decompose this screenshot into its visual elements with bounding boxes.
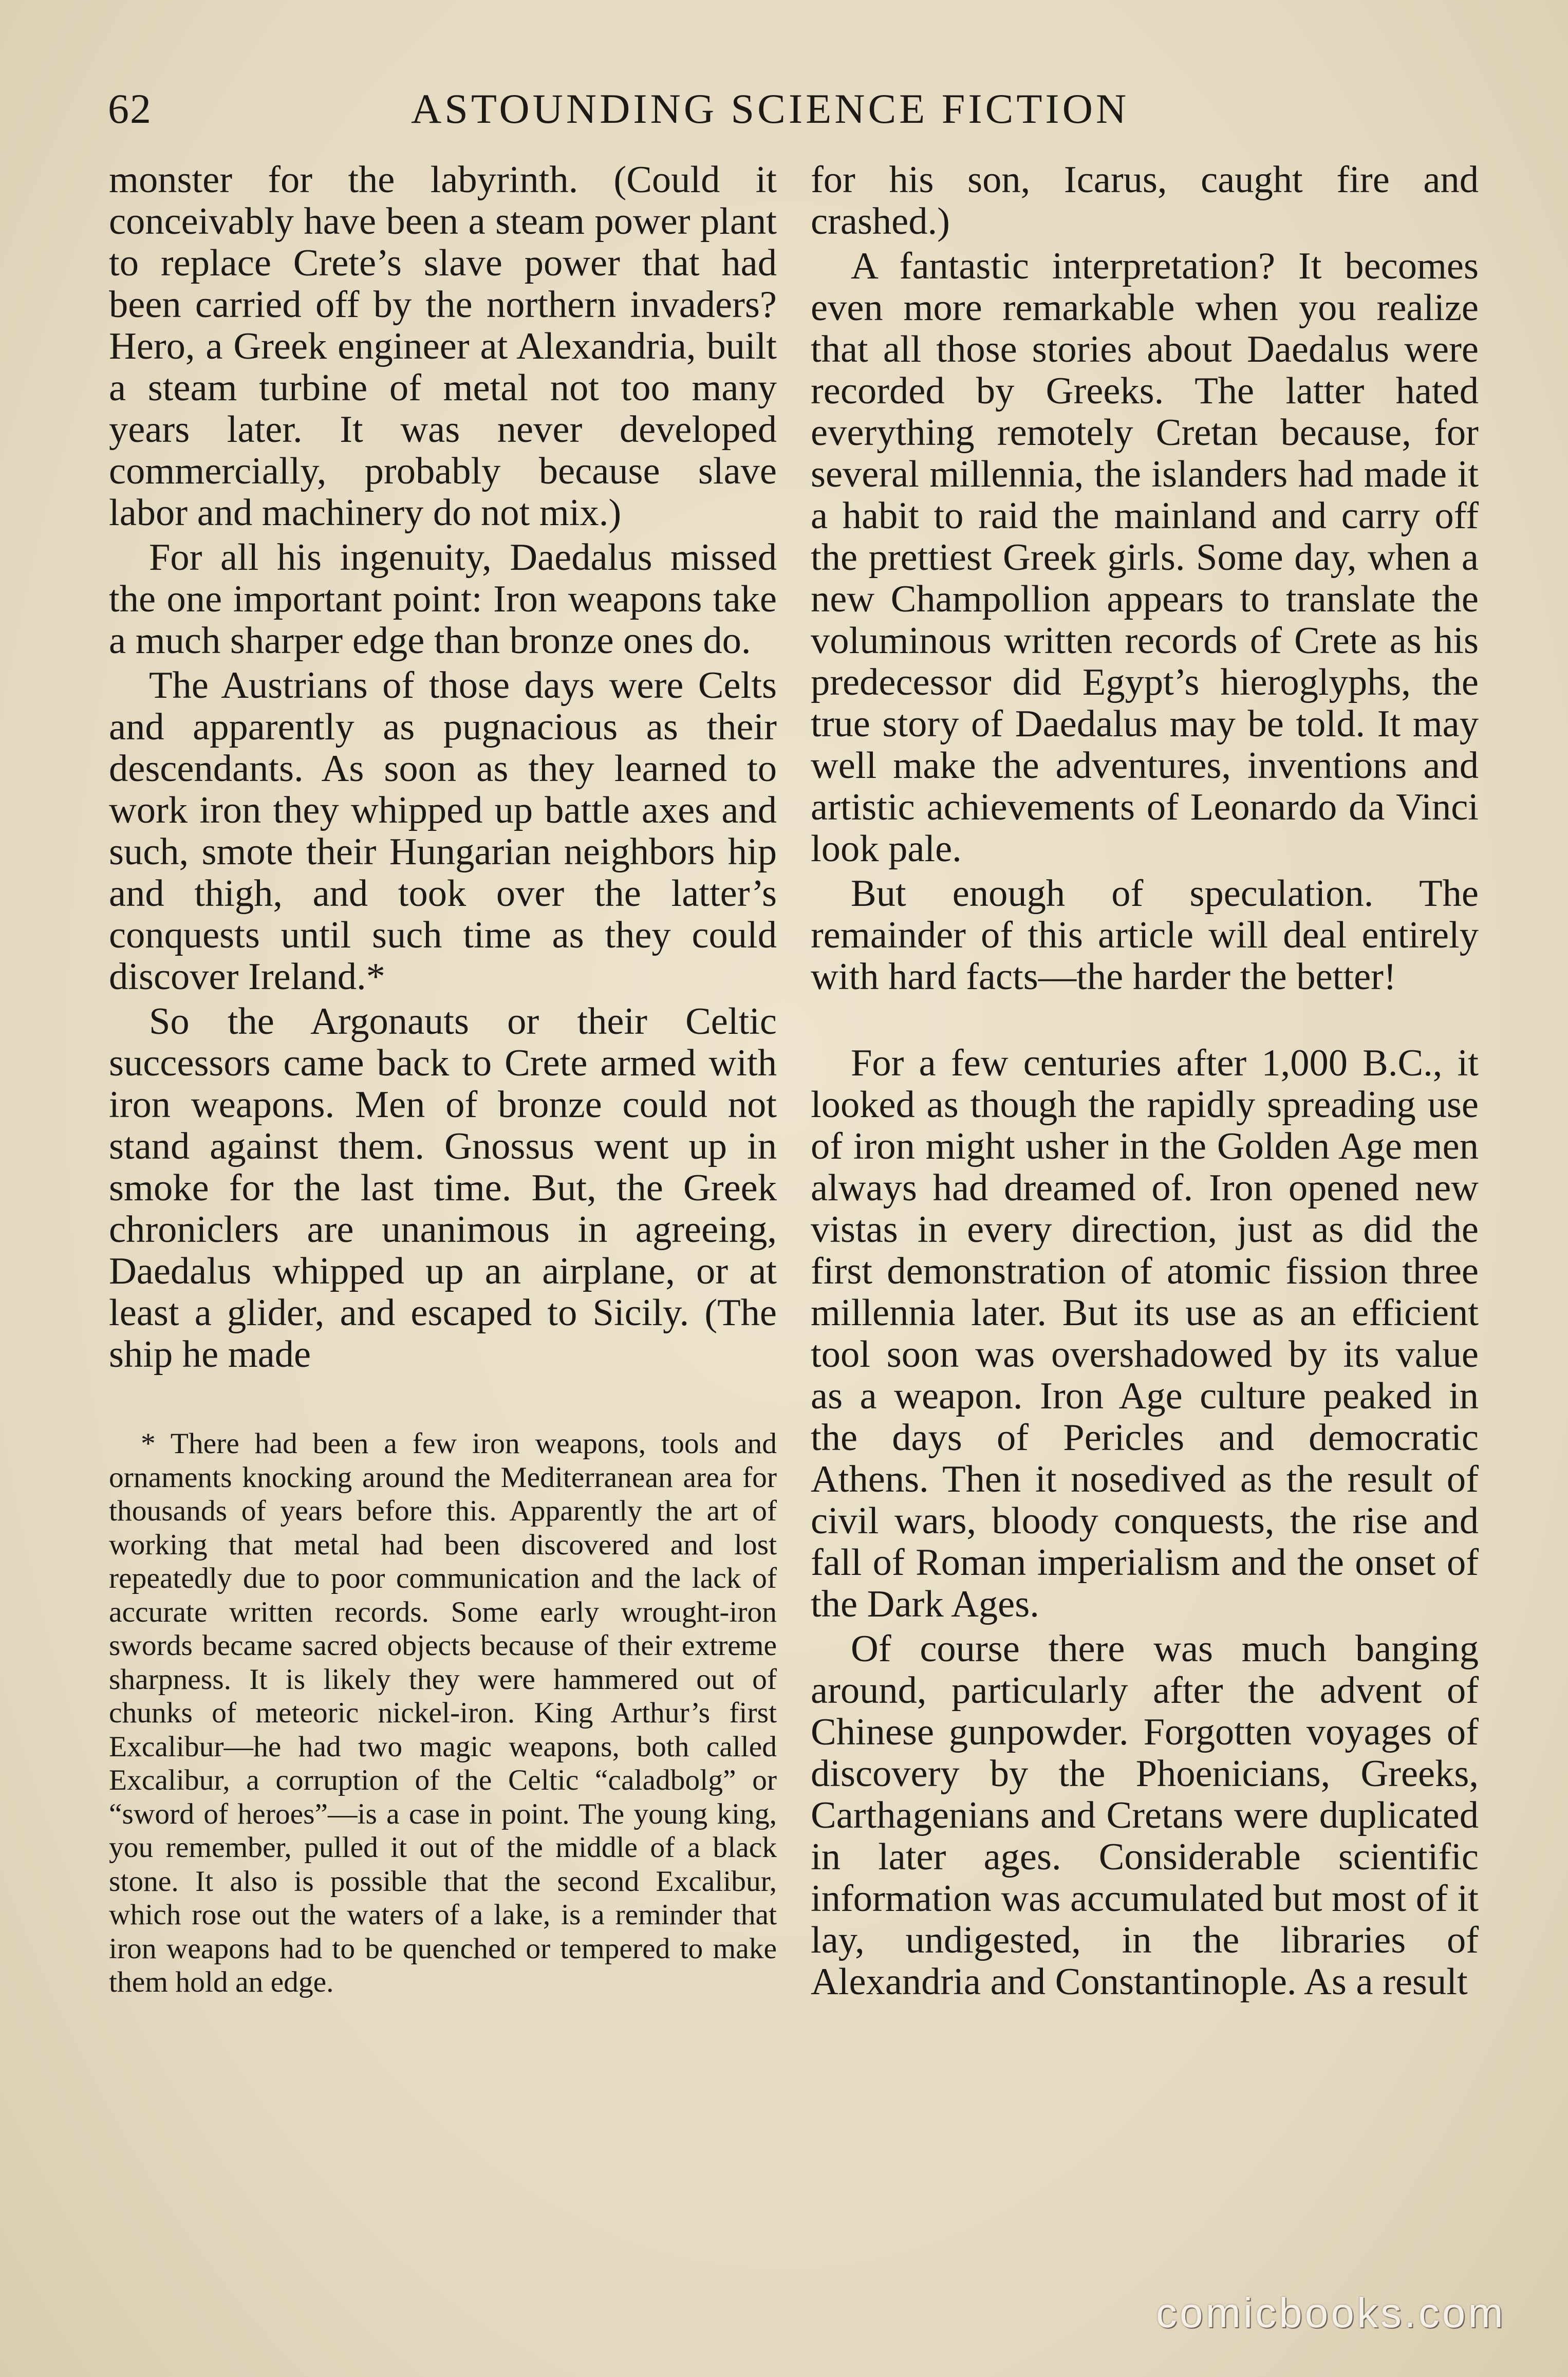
right-paragraph-5: Of course there was much banging around, particularly after the advent of Chinese gunpowder. Forgotten voyages of discovery by the Phoenicians, Greeks, Carthagenians and Cretans were duplicated in later ages. Considerable scientific information was accumulated but most of it lay, undigested, in the libraries of Alexandria and Constantinople. As a result — [811, 1628, 1479, 2003]
left-column — [109, 159, 777, 1999]
left-paragraph-4: So the Argonauts or their Celtic successors came back to Crete armed with iron weapons. Men of bronze could not stand against them. Gnossus went up in smoke for the last time. But, the Greek chroniclers are unanimous in agreeing, Daedalus whipped up an airplane, or at least a glider, and escaped to Sicily. (The ship he made — [109, 1000, 777, 1376]
left-paragraph-3: The Austrians of those days were Celts and apparently as pugnacious as their descendants. As soon as they learned to work iron they whipped up battle axes and such, smote their Hungarian neighbors hip and thigh, and took over the latter’s conquests until such time as they could discover Ireland.* — [109, 664, 777, 998]
page-number: 62 — [108, 85, 152, 132]
right-column — [811, 159, 1479, 2006]
magazine-title: ASTOUNDING SCIENCE FICTION — [411, 85, 1130, 132]
page-header — [108, 85, 1464, 141]
footnote — [109, 1427, 777, 1999]
right-paragraph-1: for his son, Icarus, caught fire and crashed.) — [811, 159, 1479, 243]
left-paragraph-2: For all his ingenuity, Daedalus missed the one important point: Iron weapons take a much sharper edge than bronze ones do. — [109, 536, 777, 662]
section-break — [811, 1001, 1479, 1043]
watermark: comicbooks.com — [1156, 2290, 1506, 2336]
left-paragraph-1: monster for the labyrinth. (Could it conceivably have been a steam power plant to replace Crete’s slave power that had been carried off by the northern invaders? Hero, a Greek engineer at Alexandria, built a steam turbine of metal not too many years later. It was never developed commercially, probably because slave labor and machinery do not mix.) — [109, 159, 777, 534]
footnote-text: * There had been a few iron weapons, tools and ornaments knocking around the Mediterranean area for thousands of years before this. Apparently the art of working that metal had been discovered and lost repeatedly due to poor communication and the lack of accurate written records. Some early wrought-iron swords became sacred objects because of their extreme sharpness. It is likely they were hammered out of chunks of meteoric nickel-iron. King Arthur’s first Excalibur—he had two magic weapons, both called Excalibur, a corruption of the Celtic “caladbolg” or “sword of heroes”—is a case in point. The young king, you remember, pulled it out of the middle of a black stone. It also is possible that the second Excalibur, which rose out the waters of a lake, is a reminder that iron weapons had to be quenched or tempered to make them hold an edge. — [109, 1427, 777, 1998]
right-paragraph-2: A fantastic interpretation? It becomes even more remarkable when you realize that all those stories about Daedalus were recorded by Greeks. The latter hated everything remotely Cretan because, for several millennia, the islanders had made it a habit to raid the mainland and carry off the prettiest Greek girls. Some day, when a new Champollion appears to translate the voluminous written records of Crete as his predecessor did Egypt’s hieroglyphs, the true story of Daedalus may be told. It may well make the adventures, inventions and artistic achievements of Leonardo da Vinci look pale. — [811, 245, 1479, 870]
right-paragraph-3: But enough of speculation. The remainder of this article will deal entirely with hard facts—the harder the better! — [811, 872, 1479, 998]
right-paragraph-4: For a few centuries after 1,000 B.C., it looked as though the rapidly spreading use of iron might usher in the Golden Age men always had dreamed of. Iron opened new vistas in every direction, just as did the first demonstration of atomic fission three millennia later. But its use as an efficient tool soon was overshadowed by its value as a weapon. Iron Age culture peaked in the days of Pericles and democratic Athens. Then it nosedived as the result of civil wars, bloody conquests, the rise and fall of Roman imperialism and the onset of the Dark Ages. — [811, 1042, 1479, 1625]
